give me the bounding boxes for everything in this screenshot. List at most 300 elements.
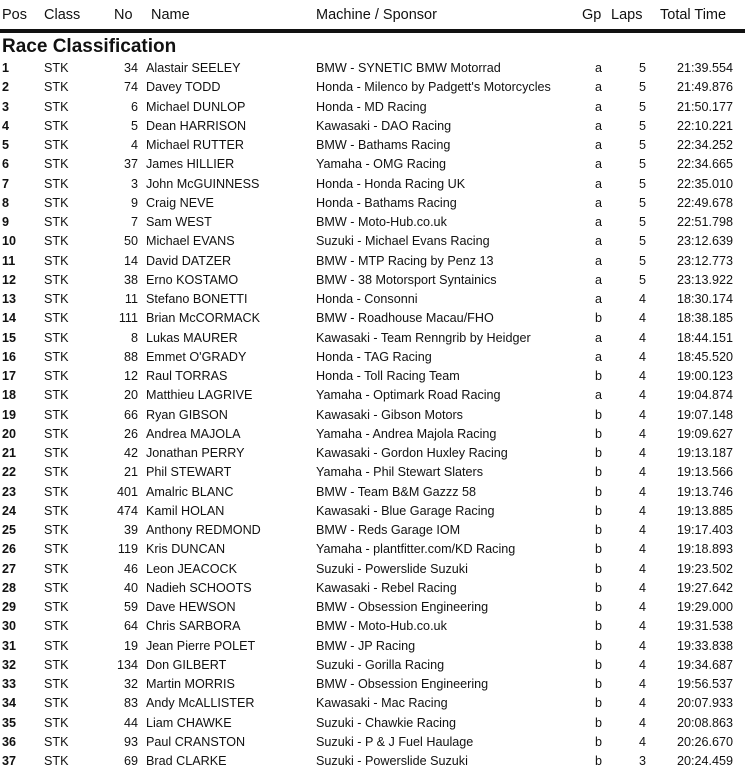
table-row [0, 752, 745, 771]
cell-total-time: 19:09.627 [676, 426, 733, 441]
cell-gp: b [595, 677, 603, 691]
cell-no: 74 [123, 80, 138, 95]
cell-gp: a [595, 253, 603, 268]
cell-pos: 22 [2, 465, 17, 480]
cell-class: STK [44, 754, 69, 768]
cell-pos: 12 [2, 272, 17, 287]
table-row [0, 656, 745, 675]
cell-no: 83 [123, 696, 138, 711]
cell-total-time: 20:26.670 [676, 734, 733, 749]
cell-machine-sponsor: Suzuki - Gorilla Racing [316, 657, 445, 672]
cell-laps: 4 [639, 561, 647, 576]
cell-gp: b [595, 426, 603, 441]
cell-total-time: 19:56.537 [676, 677, 733, 691]
table-row [0, 694, 745, 713]
cell-gp: b [595, 446, 603, 460]
cell-machine-sponsor: BMW - Reds Garage IOM [316, 523, 461, 537]
cell-class: STK [44, 523, 69, 537]
cell-pos: 10 [2, 234, 17, 249]
cell-machine-sponsor: BMW - JP Racing [316, 638, 416, 653]
cell-class: STK [44, 715, 69, 730]
classification-table [0, 59, 745, 771]
cell-machine-sponsor: Suzuki - Chawkie Racing [316, 715, 456, 730]
cell-total-time: 18:38.185 [676, 311, 733, 326]
cell-name: Martin MORRIS [146, 677, 235, 691]
cell-machine-sponsor: BMW - Obsession Engineering [316, 677, 489, 691]
cell-no: 37 [123, 157, 138, 172]
cell-pos: 17 [2, 369, 17, 383]
cell-laps: 4 [639, 503, 647, 518]
cell-total-time: 21:39.554 [676, 61, 733, 75]
cell-gp: b [595, 754, 603, 768]
cell-laps: 5 [639, 195, 647, 210]
cell-pos: 2 [2, 80, 10, 95]
cell-class: STK [44, 311, 69, 326]
cell-laps: 4 [639, 369, 647, 383]
cell-gp: b [595, 657, 603, 672]
cell-name: Nadieh SCHOOTS [146, 580, 252, 595]
column-header-row [0, 0, 745, 30]
cell-laps: 4 [639, 523, 647, 537]
cell-class: STK [44, 118, 69, 133]
cell-pos: 13 [2, 292, 17, 306]
cell-pos: 32 [2, 657, 17, 672]
table-row [0, 175, 745, 194]
cell-no: 5 [130, 118, 138, 133]
table-row [0, 675, 745, 694]
cell-class: STK [44, 80, 69, 95]
cell-class: STK [44, 677, 69, 691]
cell-laps: 5 [639, 272, 647, 287]
cell-class: STK [44, 388, 69, 403]
cell-laps: 4 [639, 292, 647, 306]
cell-class: STK [44, 734, 69, 749]
cell-total-time: 19:07.148 [676, 407, 733, 422]
cell-gp: a [595, 234, 603, 249]
table-row [0, 560, 745, 579]
cell-laps: 4 [639, 349, 647, 364]
cell-pos: 7 [2, 176, 10, 191]
cell-name: Andrea MAJOLA [146, 426, 241, 441]
table-row [0, 78, 745, 97]
cell-total-time: 21:50.177 [676, 99, 733, 114]
cell-laps: 5 [639, 157, 647, 172]
cell-pos: 28 [2, 580, 17, 595]
cell-total-time: 19:33.838 [676, 638, 733, 653]
cell-total-time: 19:13.746 [676, 484, 733, 499]
table-row [0, 463, 745, 482]
cell-no: 134 [116, 657, 138, 672]
cell-machine-sponsor: Suzuki - Powerslide Suzuki [316, 561, 468, 576]
cell-class: STK [44, 234, 69, 249]
cell-total-time: 18:44.151 [676, 330, 733, 345]
cell-class: STK [44, 484, 69, 499]
cell-pos: 31 [2, 638, 17, 653]
cell-class: STK [44, 330, 69, 345]
cell-no: 14 [123, 253, 138, 268]
header-divider [0, 29, 745, 33]
cell-machine-sponsor: BMW - Moto-Hub.co.uk [316, 619, 447, 634]
table-row [0, 271, 745, 290]
cell-no: 7 [130, 215, 138, 229]
cell-total-time: 19:18.893 [676, 542, 733, 557]
cell-no: 42 [123, 446, 138, 460]
cell-laps: 5 [639, 118, 647, 133]
cell-no: 11 [124, 292, 138, 306]
cell-no: 4 [130, 138, 138, 152]
cell-name: Michael RUTTER [146, 138, 244, 152]
section-title: Race Classification [2, 36, 177, 57]
cell-name: Phil STEWART [146, 465, 232, 480]
cell-machine-sponsor: Honda - MD Racing [316, 99, 427, 114]
cell-pos: 24 [2, 503, 17, 518]
cell-laps: 4 [639, 388, 647, 403]
table-row [0, 232, 745, 251]
table-row [0, 252, 745, 271]
table-row [0, 155, 745, 174]
table-row [0, 59, 745, 78]
cell-laps: 4 [639, 677, 647, 691]
cell-gp: b [595, 523, 603, 537]
cell-gp: a [595, 292, 603, 306]
cell-pos: 8 [2, 195, 10, 210]
cell-name: Lukas MAURER [146, 330, 238, 345]
cell-laps: 4 [639, 600, 647, 614]
table-row [0, 98, 745, 117]
table-row [0, 406, 745, 425]
cell-name: Ryan GIBSON [146, 407, 228, 422]
table-row [0, 733, 745, 752]
cell-name: Raul TORRAS [146, 369, 228, 383]
cell-total-time: 22:49.678 [676, 195, 733, 210]
cell-class: STK [44, 696, 69, 711]
cell-total-time: 19:34.687 [676, 657, 733, 672]
cell-class: STK [44, 657, 69, 672]
cell-total-time: 19:29.000 [676, 600, 733, 614]
cell-laps: 4 [639, 657, 647, 672]
cell-no: 6 [130, 99, 138, 114]
cell-class: STK [44, 195, 69, 210]
cell-name: Matthieu LAGRIVE [146, 388, 253, 403]
cell-no: 64 [123, 619, 138, 634]
cell-machine-sponsor: Yamaha - Optimark Road Racing [316, 388, 501, 403]
cell-no: 69 [123, 754, 138, 768]
table-row [0, 348, 745, 367]
cell-no: 88 [123, 349, 138, 364]
cell-laps: 4 [639, 465, 647, 480]
cell-no: 32 [123, 677, 138, 691]
cell-class: STK [44, 446, 69, 460]
cell-laps: 3 [639, 754, 647, 768]
cell-pos: 6 [2, 157, 10, 172]
cell-pos: 34 [2, 696, 17, 711]
cell-name: Liam CHAWKE [146, 715, 232, 730]
cell-name: Amalric BLANC [146, 484, 234, 499]
cell-no: 40 [123, 580, 138, 595]
cell-class: STK [44, 138, 69, 152]
cell-name: David DATZER [146, 253, 232, 268]
cell-no: 9 [130, 195, 138, 210]
cell-pos: 18 [2, 388, 17, 403]
cell-gp: a [595, 330, 603, 345]
cell-no: 50 [123, 234, 138, 249]
cell-name: Kamil HOLAN [146, 503, 225, 518]
cell-no: 34 [123, 61, 138, 75]
cell-name: Alastair SEELEY [146, 61, 241, 75]
cell-class: STK [44, 253, 69, 268]
cell-class: STK [44, 503, 69, 518]
table-row [0, 502, 745, 521]
cell-machine-sponsor: BMW - MTP Racing by Penz 13 [316, 253, 494, 268]
cell-laps: 5 [639, 215, 647, 229]
cell-machine-sponsor: Honda - Bathams Racing [316, 195, 457, 210]
cell-pos: 15 [2, 330, 17, 345]
cell-laps: 5 [639, 253, 647, 268]
table-row [0, 444, 745, 463]
cell-gp: a [595, 138, 603, 152]
cell-name: Jonathan PERRY [146, 446, 245, 460]
cell-gp: b [595, 484, 603, 499]
cell-total-time: 23:12.639 [676, 234, 733, 249]
header-class: Class [44, 7, 81, 23]
cell-laps: 4 [639, 715, 647, 730]
cell-gp: b [595, 311, 603, 326]
cell-machine-sponsor: Honda - Consonni [316, 292, 418, 306]
cell-name: Dave HEWSON [146, 600, 236, 614]
cell-no: 59 [123, 600, 138, 614]
table-row [0, 637, 745, 656]
cell-pos: 26 [2, 542, 17, 557]
table-row [0, 386, 745, 405]
cell-pos: 1 [2, 61, 10, 75]
cell-name: Leon JEACOCK [146, 561, 237, 576]
cell-name: Chris SARBORA [146, 619, 241, 634]
cell-name: Erno KOSTAMO [146, 272, 239, 287]
table-row [0, 579, 745, 598]
cell-gp: b [595, 638, 603, 653]
cell-laps: 4 [639, 580, 647, 595]
cell-no: 401 [116, 484, 138, 499]
cell-gp: a [595, 61, 603, 75]
cell-laps: 4 [639, 311, 647, 326]
cell-laps: 4 [639, 446, 647, 460]
cell-total-time: 23:12.773 [676, 253, 733, 268]
cell-no: 20 [123, 388, 138, 403]
table-row [0, 329, 745, 348]
cell-total-time: 23:13.922 [676, 272, 733, 287]
cell-machine-sponsor: Honda - Toll Racing Team [316, 369, 460, 383]
cell-total-time: 22:10.221 [676, 118, 733, 133]
cell-name: Emmet O'GRADY [146, 349, 247, 364]
cell-machine-sponsor: Kawasaki - Gordon Huxley Racing [316, 446, 508, 460]
cell-laps: 4 [639, 426, 647, 441]
cell-laps: 5 [639, 234, 647, 249]
cell-class: STK [44, 600, 69, 614]
cell-pos: 4 [2, 118, 10, 133]
cell-laps: 5 [639, 138, 647, 152]
cell-class: STK [44, 176, 69, 191]
cell-name: Kris DUNCAN [146, 542, 226, 557]
cell-class: STK [44, 99, 69, 114]
cell-no: 21 [123, 465, 138, 480]
cell-no: 119 [117, 542, 138, 557]
cell-laps: 4 [639, 407, 647, 422]
cell-gp: b [595, 696, 603, 711]
cell-no: 12 [123, 369, 138, 383]
cell-machine-sponsor: Yamaha - OMG Racing [316, 157, 446, 172]
cell-no: 8 [130, 330, 138, 345]
cell-name: Sam WEST [146, 215, 212, 229]
cell-pos: 27 [2, 561, 17, 576]
cell-machine-sponsor: BMW - Obsession Engineering [316, 600, 489, 614]
cell-total-time: 19:13.566 [676, 465, 733, 480]
cell-pos: 5 [2, 138, 10, 152]
cell-machine-sponsor: BMW - Moto-Hub.co.uk [316, 215, 447, 229]
table-row [0, 425, 745, 444]
cell-no: 66 [123, 407, 138, 422]
cell-gp: a [595, 388, 603, 403]
cell-name: James HILLIER [146, 157, 235, 172]
cell-pos: 35 [2, 715, 17, 730]
cell-machine-sponsor: Kawasaki - Rebel Racing [316, 580, 457, 595]
cell-gp: b [595, 580, 603, 595]
cell-pos: 3 [2, 99, 10, 114]
cell-class: STK [44, 272, 69, 287]
header-total-time: Total Time [660, 7, 727, 23]
cell-gp: a [595, 349, 603, 364]
cell-class: STK [44, 638, 69, 653]
cell-machine-sponsor: Honda - Honda Racing UK [316, 176, 466, 191]
cell-laps: 4 [639, 330, 647, 345]
header-no: No [114, 7, 133, 23]
cell-laps: 5 [639, 61, 647, 75]
table-row [0, 598, 745, 617]
header-machine-sponsor: Machine / Sponsor [316, 7, 437, 23]
cell-name: John McGUINNESS [146, 176, 260, 191]
cell-machine-sponsor: BMW - Bathams Racing [316, 138, 451, 152]
cell-machine-sponsor: BMW - Team B&M Gazzz 58 [316, 484, 477, 499]
table-row [0, 521, 745, 540]
cell-machine-sponsor: BMW - 38 Motorsport Syntainics [316, 272, 497, 287]
header-pos: Pos [2, 7, 27, 23]
cell-machine-sponsor: Yamaha - Phil Stewart Slaters [316, 465, 484, 480]
cell-name: Dean HARRISON [146, 118, 247, 133]
cell-pos: 29 [2, 600, 17, 614]
table-row [0, 367, 745, 386]
table-row [0, 617, 745, 636]
cell-laps: 4 [639, 734, 647, 749]
cell-total-time: 18:45.520 [676, 349, 733, 364]
cell-pos: 36 [2, 734, 17, 749]
cell-machine-sponsor: Suzuki - Michael Evans Racing [316, 234, 490, 249]
cell-class: STK [44, 215, 69, 229]
cell-name: Brad CLARKE [146, 754, 227, 768]
cell-pos: 19 [2, 407, 17, 422]
cell-total-time: 18:30.174 [676, 292, 733, 306]
cell-class: STK [44, 580, 69, 595]
cell-no: 111 [118, 311, 138, 326]
cell-machine-sponsor: Kawasaki - Gibson Motors [316, 407, 463, 422]
cell-machine-sponsor: Yamaha - Andrea Majola Racing [316, 426, 497, 441]
cell-machine-sponsor: Honda - Milenco by Padgett's Motorcycles [316, 80, 551, 95]
table-row [0, 540, 745, 559]
cell-gp: b [595, 734, 603, 749]
cell-pos: 14 [2, 311, 17, 326]
cell-class: STK [44, 292, 69, 306]
cell-no: 93 [123, 734, 138, 749]
cell-class: STK [44, 407, 69, 422]
cell-class: STK [44, 465, 69, 480]
cell-gp: b [595, 561, 603, 576]
cell-machine-sponsor: Suzuki - P & J Fuel Haulage [316, 734, 474, 749]
cell-machine-sponsor: Honda - TAG Racing [316, 349, 432, 364]
cell-class: STK [44, 426, 69, 441]
table-row [0, 290, 745, 309]
cell-total-time: 22:51.798 [676, 215, 733, 229]
cell-no: 44 [123, 715, 138, 730]
cell-laps: 5 [639, 80, 647, 95]
header-name: Name [151, 7, 190, 23]
cell-pos: 16 [2, 349, 17, 364]
cell-gp: b [595, 503, 603, 518]
table-row [0, 309, 745, 328]
cell-gp: b [595, 715, 603, 730]
cell-class: STK [44, 561, 69, 576]
cell-total-time: 22:35.010 [676, 176, 733, 191]
cell-no: 3 [130, 176, 138, 191]
cell-gp: b [595, 465, 603, 480]
cell-total-time: 20:24.459 [676, 754, 733, 768]
cell-machine-sponsor: Yamaha - plantfitter.com/KD Racing [316, 542, 516, 557]
cell-pos: 20 [2, 426, 17, 441]
cell-laps: 4 [639, 542, 647, 557]
cell-pos: 37 [2, 754, 17, 768]
table-row [0, 714, 745, 733]
cell-pos: 30 [2, 619, 17, 634]
cell-gp: a [595, 215, 603, 229]
header-gp: Gp [582, 7, 602, 23]
cell-class: STK [44, 157, 69, 172]
cell-machine-sponsor: Kawasaki - Blue Garage Racing [316, 503, 495, 518]
cell-gp: a [595, 157, 603, 172]
cell-no: 46 [123, 561, 138, 576]
table-row [0, 213, 745, 232]
cell-name: Jean Pierre POLET [146, 638, 256, 653]
cell-gp: b [595, 619, 603, 634]
cell-name: Paul CRANSTON [146, 734, 246, 749]
cell-total-time: 19:13.885 [676, 503, 733, 518]
cell-total-time: 20:07.933 [676, 696, 733, 711]
cell-pos: 25 [2, 523, 17, 537]
cell-pos: 9 [2, 215, 10, 229]
cell-no: 19 [123, 638, 138, 653]
cell-machine-sponsor: Kawasaki - DAO Racing [316, 118, 452, 133]
cell-class: STK [44, 369, 69, 383]
cell-gp: a [595, 80, 603, 95]
cell-gp: a [595, 272, 603, 287]
table-row [0, 194, 745, 213]
cell-machine-sponsor: Suzuki - Powerslide Suzuki [316, 754, 468, 768]
cell-name: Davey TODD [146, 80, 221, 95]
cell-name: Andy McALLISTER [146, 696, 255, 711]
cell-machine-sponsor: Kawasaki - Mac Racing [316, 696, 448, 711]
cell-pos: 11 [2, 253, 16, 268]
cell-laps: 5 [639, 176, 647, 191]
cell-pos: 21 [2, 446, 17, 460]
cell-machine-sponsor: BMW - Roadhouse Macau/FHO [316, 311, 494, 326]
cell-total-time: 19:04.874 [676, 388, 733, 403]
cell-total-time: 19:17.403 [676, 523, 733, 537]
